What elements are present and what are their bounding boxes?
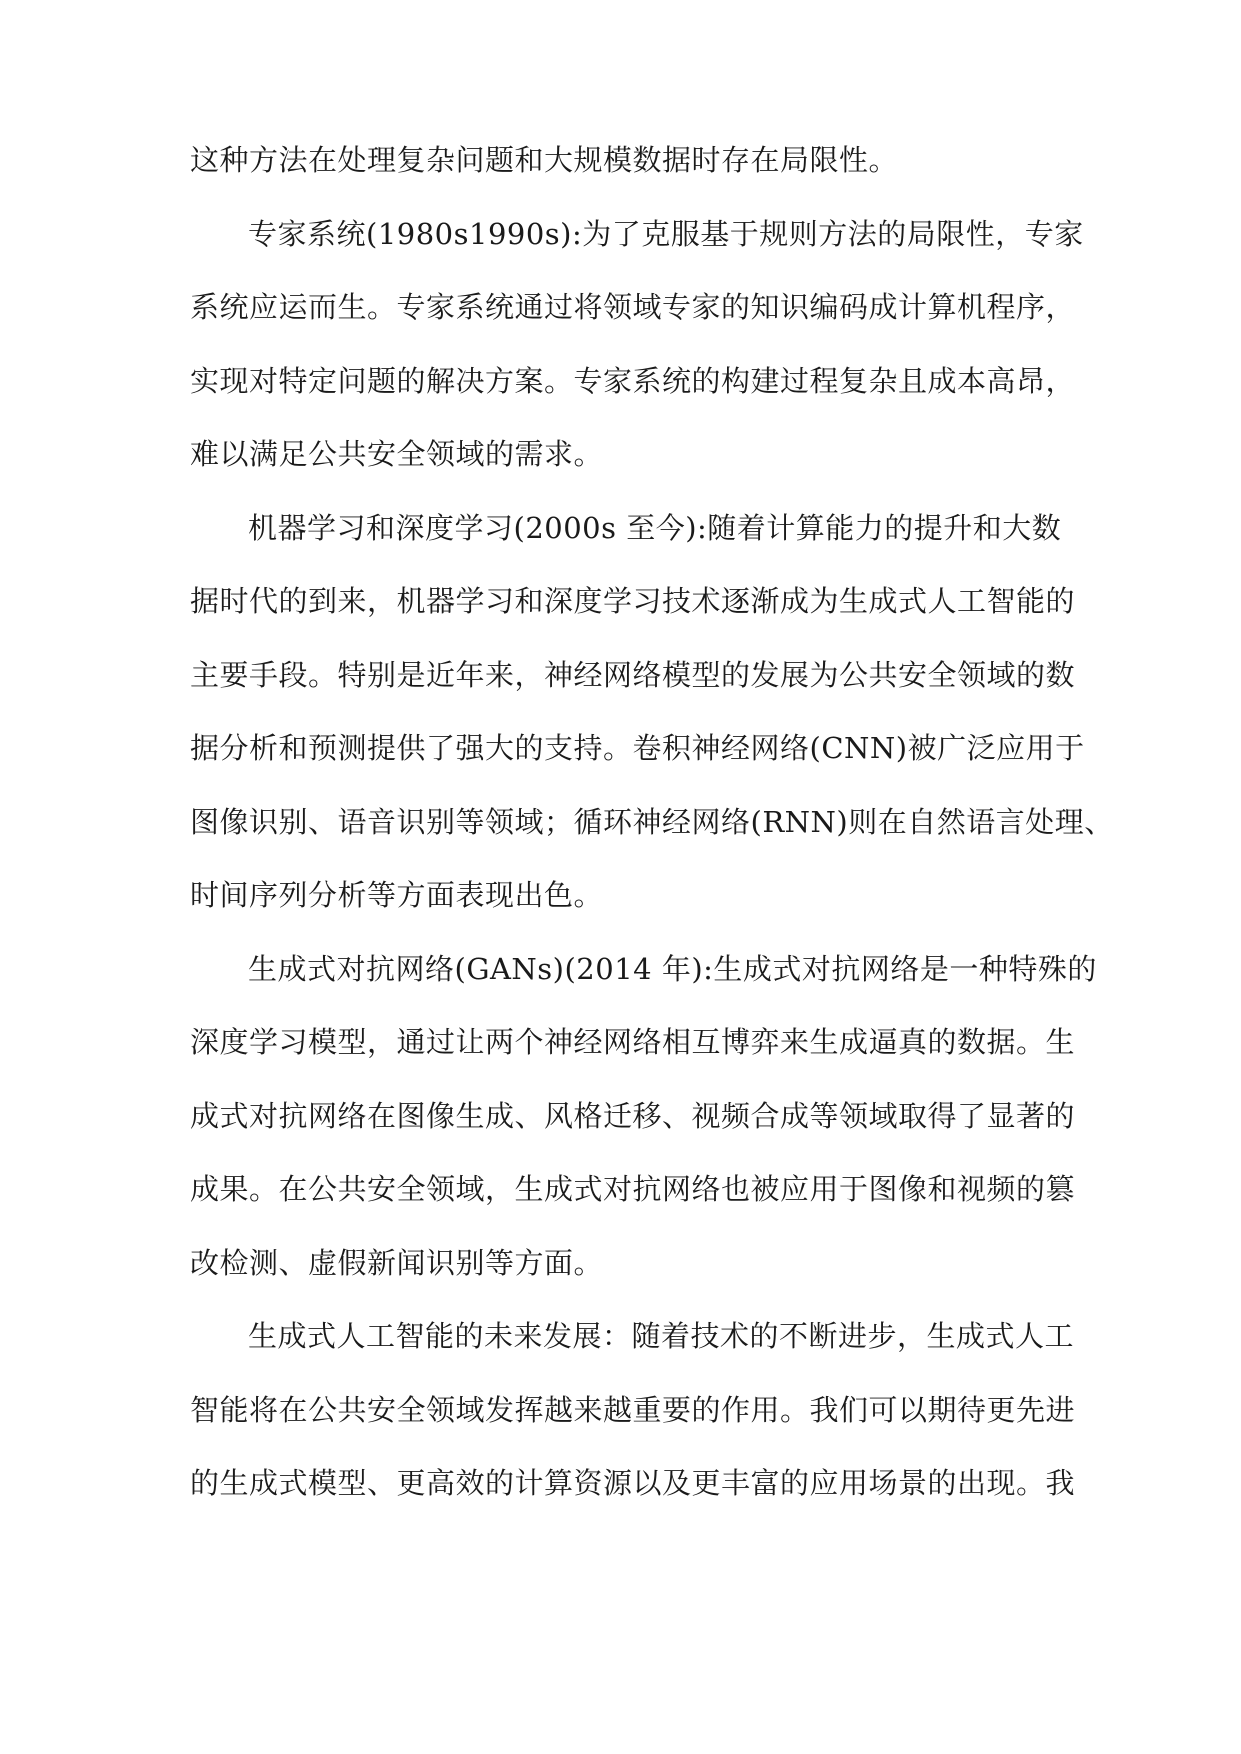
text-line: 难以满足公共安全领域的需求。 xyxy=(190,437,604,471)
text-line: 成果。在公共安全领域，生成式对抗网络也被应用于图像和视频的篡 xyxy=(190,1172,1076,1206)
text-line: 图像识别、语音识别等领域；循环神经网络(RNN)则在自然语言处理、 xyxy=(190,804,1114,839)
text-line: 成式对抗网络在图像生成、风格迁移、视频合成等领域取得了显著的 xyxy=(190,1098,1076,1133)
paragraph-start-line: 生成式人工智能的未来发展：随着技术的不断进步，生成式人工 xyxy=(248,1319,1075,1353)
paragraph-start-line: 生成式对抗网络(GANs)(2014 年):生成式对抗网络是一种特殊的 xyxy=(248,951,1097,986)
paragraph-start-line: 机器学习和深度学习(2000s 至今):随着计算能力的提升和大数 xyxy=(248,510,1062,545)
text-line: 据分析和预测提供了强大的支持。卷积神经网络(CNN)被广泛应用于 xyxy=(190,731,1085,765)
text-line: 实现对特定问题的解决方案。专家系统的构建过程复杂且成本高昂， xyxy=(190,363,1076,398)
text-line: 改检测、虚假新闻识别等方面。 xyxy=(190,1245,604,1280)
text-line: 据时代的到来，机器学习和深度学习技术逐渐成为生成式人工智能的 xyxy=(190,584,1076,618)
text-line: 这种方法在处理复杂问题和大规模数据时存在局限性。 xyxy=(190,143,899,177)
text-line: 时间序列分析等方面表现出色。 xyxy=(190,878,604,912)
text-line: 系统应运而生。专家系统通过将领域专家的知识编码成计算机程序， xyxy=(190,290,1076,324)
text-line: 深度学习模型，通过让两个神经网络相互博弈来生成逼真的数据。生 xyxy=(190,1025,1076,1059)
text-line: 智能将在公共安全领域发挥越来越重要的作用。我们可以期待更先进 xyxy=(190,1392,1076,1427)
text-line: 的生成式模型、更高效的计算资源以及更丰富的应用场景的出现。我 xyxy=(190,1466,1076,1500)
body-text xyxy=(190,141,1114,1538)
paragraph-start-line: 专家系统(1980s1990s):为了克服基于规则方法的局限性，专家 xyxy=(248,216,1084,251)
text-line: 主要手段。特别是近年来，神经网络模型的发展为公共安全领域的数 xyxy=(190,657,1076,692)
